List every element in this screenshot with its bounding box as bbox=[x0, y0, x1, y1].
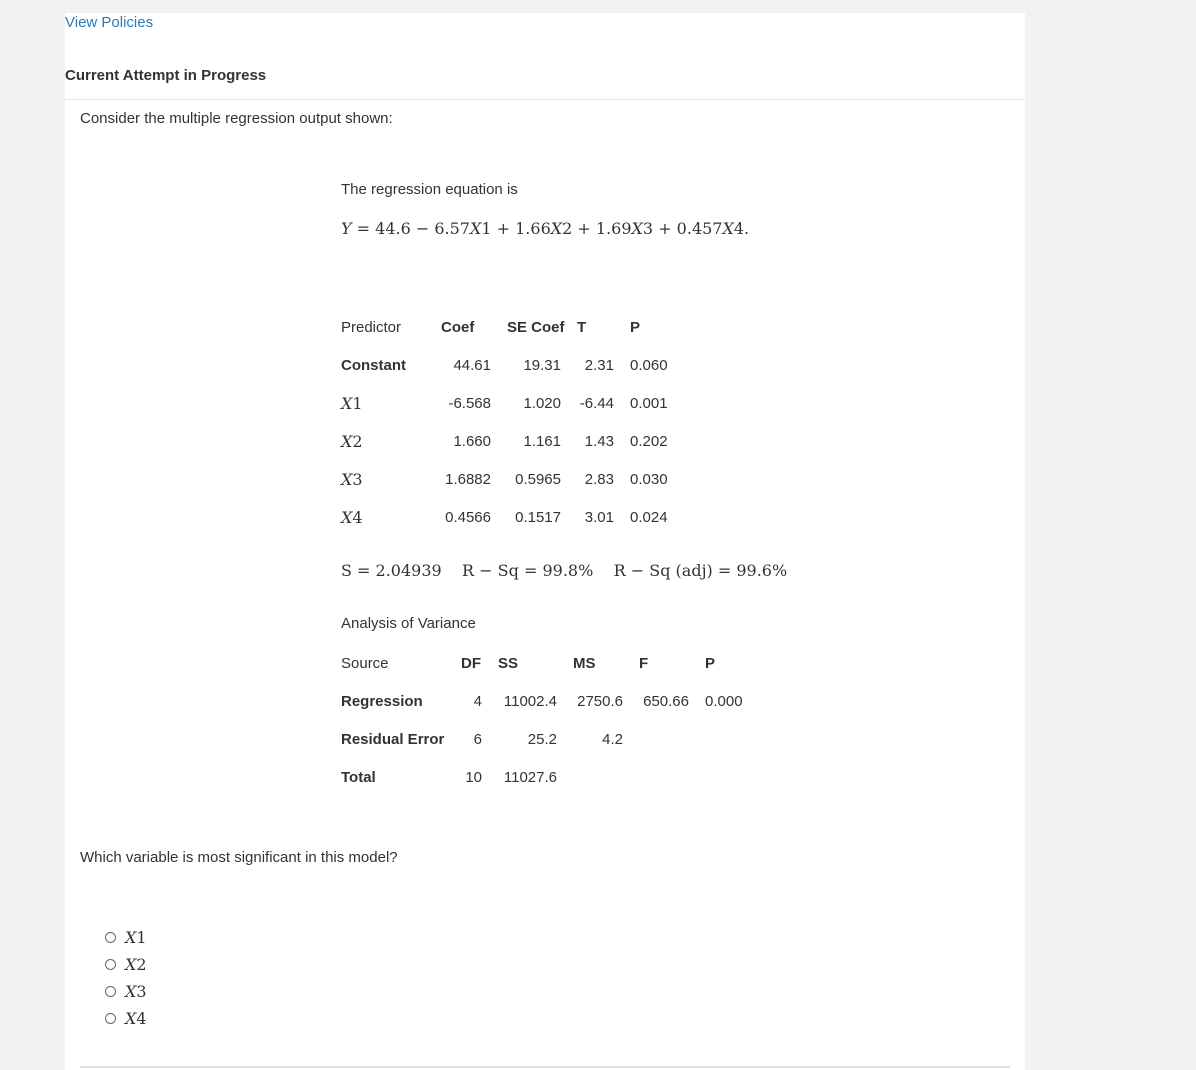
header-predictor: Predictor bbox=[341, 318, 402, 336]
cell-p: 0.001 bbox=[630, 394, 668, 412]
cell-se: 0.5965 bbox=[515, 470, 561, 488]
eq-x2: X bbox=[550, 219, 563, 238]
table-row bbox=[341, 758, 755, 796]
eq-part: 1 + 1.66 bbox=[481, 219, 551, 238]
eq-part: 3 + 0.457 bbox=[642, 219, 723, 238]
cell-t: 3.01 bbox=[584, 508, 614, 526]
stat-rsq-adj: R − Sq (adj) = 99.6% bbox=[613, 561, 788, 580]
table-row bbox=[341, 720, 755, 758]
header-t: T bbox=[577, 318, 587, 336]
option-label bbox=[125, 928, 147, 947]
cell-se: 1.161 bbox=[523, 432, 561, 450]
option-label bbox=[125, 1009, 147, 1028]
cell-p: 0.030 bbox=[630, 470, 668, 488]
cell-se: 1.020 bbox=[523, 394, 561, 412]
cell-p: 0.024 bbox=[630, 508, 668, 526]
cell-coef: 44.61 bbox=[453, 356, 491, 374]
view-policies-link[interactable]: View Policies bbox=[65, 14, 154, 31]
row-label-x1: X1 bbox=[341, 393, 363, 413]
option-x1[interactable] bbox=[105, 924, 147, 951]
question-card bbox=[65, 13, 1025, 1070]
eq-part: 2 + 1.69 bbox=[562, 219, 632, 238]
cell-coef: -6.568 bbox=[448, 394, 491, 412]
cell-p bbox=[705, 758, 755, 796]
row-label: Constant bbox=[341, 356, 406, 374]
eq-x4: X bbox=[722, 219, 734, 238]
eq-y: Y bbox=[341, 219, 352, 238]
header-p: P bbox=[705, 654, 716, 672]
regression-equation bbox=[341, 219, 749, 238]
cell-ss: 11002.4 bbox=[503, 692, 557, 710]
anova-title: Analysis of Variance bbox=[341, 615, 476, 632]
cell-coef: 1.6882 bbox=[445, 470, 491, 488]
option-x4[interactable] bbox=[105, 1005, 147, 1032]
cell-se: 19.31 bbox=[523, 356, 561, 374]
table-row bbox=[341, 346, 686, 384]
cell-ms bbox=[573, 758, 639, 796]
eq-x1: X bbox=[469, 219, 482, 238]
cell-t: 1.43 bbox=[584, 432, 614, 450]
option-var: X bbox=[125, 928, 137, 947]
option-var: X bbox=[125, 982, 137, 1001]
question-ask: Which variable is most significant in this model? bbox=[80, 849, 398, 866]
cell-t: -6.44 bbox=[579, 394, 614, 412]
attempt-title: Current Attempt in Progress bbox=[65, 67, 267, 84]
row-label: Total bbox=[341, 768, 376, 786]
option-x2[interactable] bbox=[105, 951, 147, 978]
cell-df: 6 bbox=[473, 730, 482, 748]
cell-t: 2.31 bbox=[584, 356, 614, 374]
header-ss: SS bbox=[498, 654, 519, 672]
eq-part: = 44.6 − 6.57 bbox=[351, 219, 470, 238]
divider bbox=[65, 99, 1025, 100]
header-p: P bbox=[630, 318, 641, 336]
cell-df: 10 bbox=[465, 768, 482, 786]
question-prompt: Consider the multiple regression output shown: bbox=[80, 110, 393, 127]
header-se-coef: SE Coef bbox=[507, 318, 565, 336]
header-coef: Coef bbox=[441, 318, 475, 336]
fit-statistics bbox=[341, 561, 787, 580]
cell-p: 0.000 bbox=[705, 692, 743, 710]
cell-p: 0.202 bbox=[630, 432, 668, 450]
row-label-x4: X4 bbox=[341, 507, 363, 527]
option-x3[interactable] bbox=[105, 978, 147, 1005]
cell-f bbox=[639, 758, 705, 796]
equation-intro: The regression equation is bbox=[341, 181, 518, 198]
cell-p bbox=[705, 720, 755, 758]
option-var: X bbox=[125, 955, 137, 974]
cell-f: 650.66 bbox=[643, 692, 689, 710]
anova-table bbox=[341, 644, 755, 796]
row-label: Residual Error bbox=[341, 730, 445, 748]
table-row bbox=[341, 384, 686, 422]
cell-t: 2.83 bbox=[584, 470, 614, 488]
header-source: Source bbox=[341, 654, 389, 672]
coefficient-table bbox=[341, 308, 686, 536]
option-label bbox=[125, 955, 147, 974]
header-df: DF bbox=[461, 654, 481, 672]
header-f: F bbox=[639, 654, 649, 672]
table-header-row bbox=[341, 644, 755, 682]
radio-button[interactable] bbox=[105, 986, 116, 997]
stat-rsq: R − Sq = 99.8% bbox=[462, 561, 594, 580]
cell-p: 0.060 bbox=[630, 356, 668, 374]
cell-se: 0.1517 bbox=[515, 508, 561, 526]
stat-s: S = 2.04939 bbox=[341, 561, 442, 580]
radio-button[interactable] bbox=[105, 932, 116, 943]
cell-ss: 11027.6 bbox=[503, 768, 557, 786]
table-row bbox=[341, 460, 686, 498]
eq-part: 4. bbox=[733, 219, 750, 238]
row-label-x2: X2 bbox=[341, 431, 363, 451]
radio-button[interactable] bbox=[105, 959, 116, 970]
answer-options bbox=[105, 924, 147, 1032]
table-row bbox=[341, 498, 686, 536]
option-num: 4 bbox=[136, 1009, 147, 1028]
table-header-row bbox=[341, 308, 686, 346]
eq-x3: X bbox=[631, 219, 643, 238]
cell-ms: 2750.6 bbox=[577, 692, 623, 710]
header-ms: MS bbox=[573, 654, 596, 672]
cell-ms: 4.2 bbox=[602, 730, 623, 748]
row-label: Regression bbox=[341, 692, 423, 710]
row-label-x3: X3 bbox=[341, 469, 363, 489]
option-num: 2 bbox=[136, 955, 147, 974]
cell-df: 4 bbox=[473, 692, 482, 710]
cell-f bbox=[639, 720, 705, 758]
option-var: X bbox=[125, 1009, 137, 1028]
option-num: 1 bbox=[136, 928, 147, 947]
bottom-divider bbox=[80, 1066, 1010, 1068]
option-label bbox=[125, 982, 147, 1001]
table-row bbox=[341, 682, 755, 720]
table-row bbox=[341, 422, 686, 460]
cell-ss: 25.2 bbox=[527, 730, 557, 748]
cell-coef: 1.660 bbox=[453, 432, 491, 450]
option-num: 3 bbox=[136, 982, 147, 1001]
cell-coef: 0.4566 bbox=[445, 508, 491, 526]
radio-button[interactable] bbox=[105, 1013, 116, 1024]
